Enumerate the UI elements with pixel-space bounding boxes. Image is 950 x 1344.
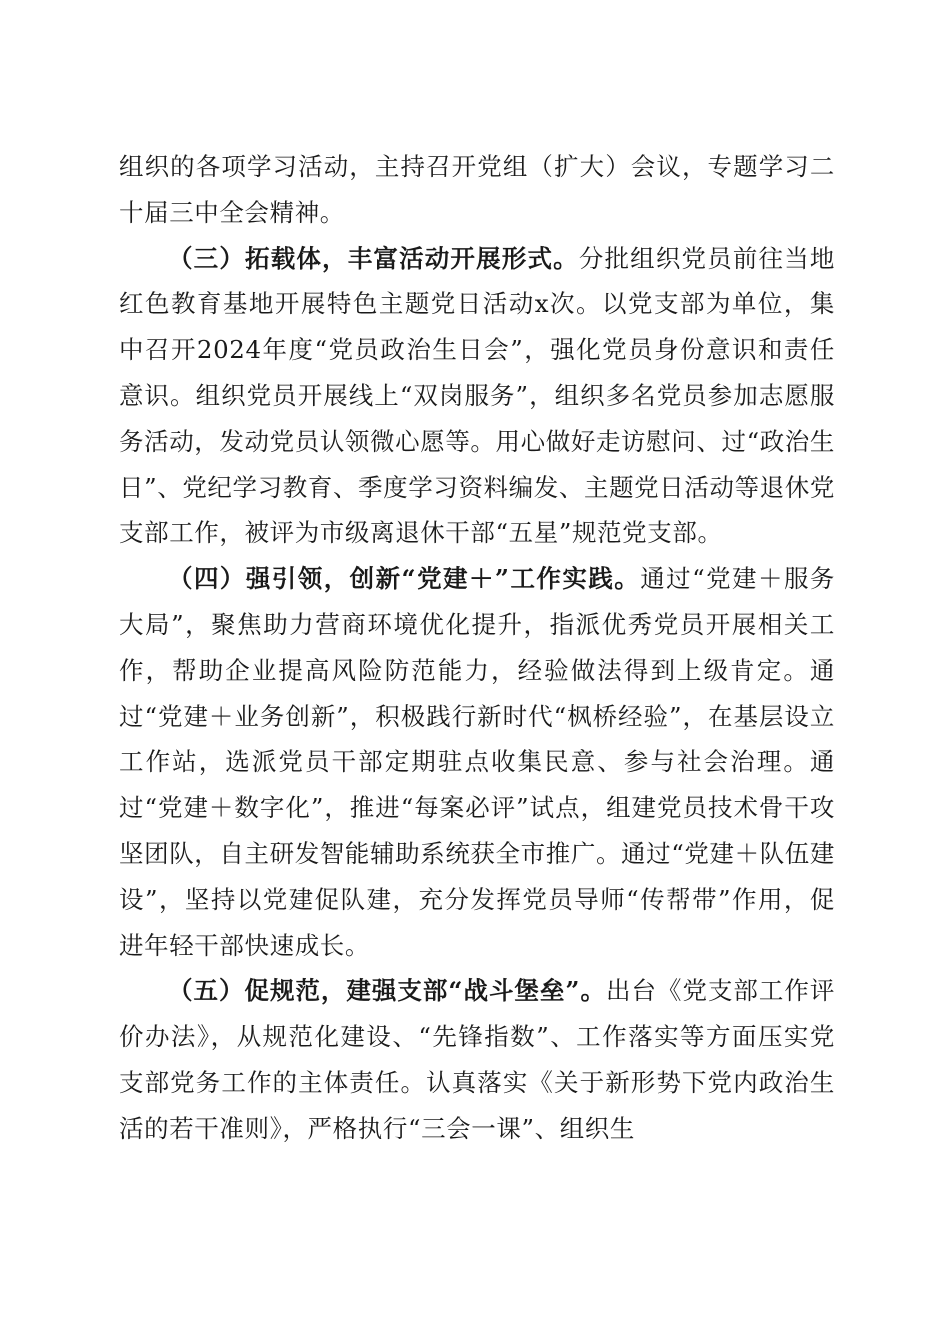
paragraph-body: 分批组织党员前往当地红色教育基地开展特色主题党日活动x次。以党支部为单位，集中召开2024年度“党员政治生日会”，强化党员身份意识和责任意识。组织党员开展线上“双岗服务”，组织多名党员参加志愿服务活动，发动党员认领微心愿等。用心做好走访慰问、过“政治生日”、党纪学习教育、季度学习资料编发、主题党日活动等退休党支部工作，被评为市级离退休干部“五星”规范党支部。	[119, 243, 835, 548]
paragraph-section-5	[119, 968, 835, 1151]
paragraph-body: 组织的各项学习活动，主持召开党组（扩大）会议，专题学习二十届三中全会精神。	[119, 152, 835, 227]
paragraph-body: 出台《党支部工作评价办法》，从规范化建设、“先锋指数”、工作落实等方面压实党支部党务工作的主体责任。认真落实《关于新形势下党内政治生活的若干准则》，严格执行“三会一课”、组织生	[119, 976, 835, 1143]
paragraph-section-3	[119, 236, 835, 557]
paragraph-continuation	[119, 144, 835, 236]
paragraph-body: 通过“党建＋服务大局”，聚焦助力营商环境优化提升，指派优秀党员开展相关工作，帮助企业提高风险防范能力，经验做法得到上级肯定。通过“党建＋业务创新”，积极践行新时代“枫桥经验”，在基层设立工作站，选派党员干部定期驻点收集民意、参与社会治理。通过“党建＋数字化”，推进“每案必评”试点，组建党员技术骨干攻坚团队，自主研发智能辅助系统获全市推广。通过“党建＋队伍建设”，坚持以党建促队建，充分发挥党员导师“传帮带”作用，促进年轻干部快速成长。	[119, 564, 835, 960]
section-heading: （四）强引领，创新“党建＋”工作实践。	[168, 564, 641, 594]
paragraph-section-4	[119, 556, 835, 968]
section-heading: （五）促规范，建强支部“战斗堡垒”。	[168, 976, 606, 1006]
document-body	[119, 144, 835, 1152]
section-heading: （三）拓载体，丰富活动开展形式。	[168, 243, 579, 273]
